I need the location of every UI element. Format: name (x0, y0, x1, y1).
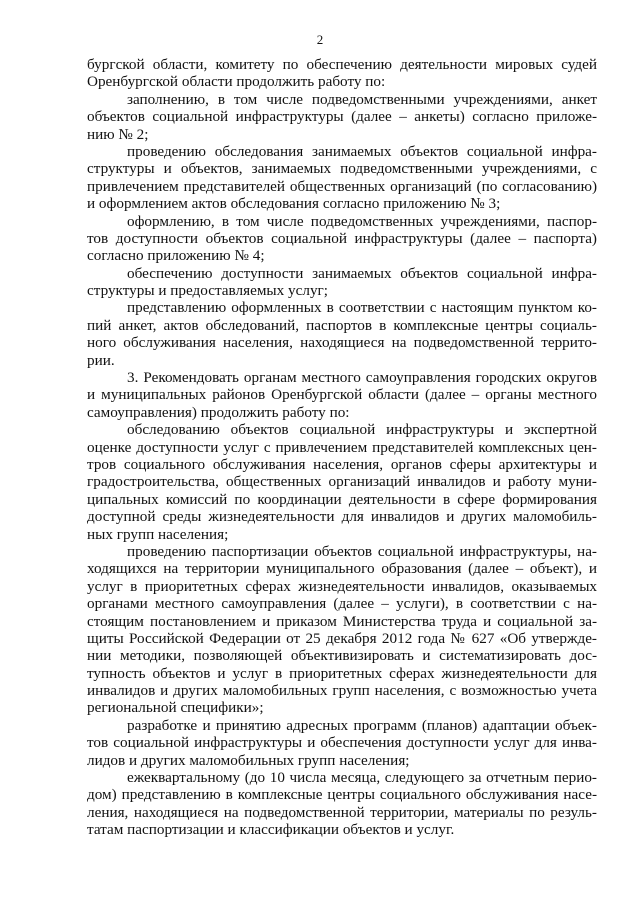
text-line: разработке и принятию адресных программ (планов) адаптации объек- (127, 716, 597, 734)
text-line: стоящим постановлением и приказом Министерства труда и социальной за- (87, 612, 597, 630)
text-line: доступной среды жизнедеятельности для инвалидов и других маломобиль- (87, 508, 597, 526)
text-line: татам паспортизации и классификации объектов и услуг. (87, 821, 455, 839)
page-number: 2 (316, 32, 324, 47)
text-line: нии методики, позволяющей объективизировать и систематизировать дос- (87, 647, 597, 665)
text-line: проведению обследования занимаемых объектов социальной инфра- (127, 142, 597, 160)
text-line: заполнению, в том числе подведомственными учреждениями, анкет (127, 90, 597, 108)
text-line: обеспечению доступности занимаемых объектов социальной инфра- (127, 264, 597, 282)
text-line: тупность объектов и услуг в приоритетных сферах жизнедеятельности для (87, 664, 597, 682)
text-line: тов социальной инфраструктуры и обеспечения доступности услуг для инва- (87, 734, 597, 752)
text-line: самоуправления) продолжить работу по: (87, 403, 350, 421)
text-line: бургской области, комитету по обеспечению деятельности мировых судей (87, 56, 597, 73)
text-line: пий анкет, актов обследований, паспортов в комплексные центры социаль- (87, 316, 597, 334)
text-line: инвалидов и других маломобильных групп населения, с возможностью учета (87, 682, 597, 700)
text-line: оформлению, в том числе подведомственных учреждениями, паспор- (127, 212, 597, 230)
text-line: структуры и объектов, занимаемых подведомственными учреждениями, с (87, 160, 597, 178)
text-line: тров социального обслуживания населения, органов сферы архитектуры и (87, 455, 597, 473)
text-line: ного обслуживания населения, находящиеся на подведомственной террито- (87, 334, 597, 352)
text-line: согласно приложению № 4; (87, 247, 265, 265)
text-line: региональной специфики»; (87, 699, 264, 717)
text-line: ных групп населения; (87, 525, 229, 543)
text-line: услуг в приоритетных сферах жизнедеятельности инвалидов, оказываемых (87, 577, 597, 595)
text-line: привлечением представителей общественных организаций (по согласованию) (87, 177, 597, 195)
text-line: градостроительства, общественных организаций инвалидов и работу муни- (87, 473, 597, 491)
text-line: рии. (87, 351, 115, 369)
text-line: и оформлением актов обследования согласно приложению № 3; (87, 195, 501, 213)
text-line: оценке доступности услуг с привлечением представителей комплексных цен- (87, 438, 597, 456)
text-line: ления, находящиеся на подведомственной территории, материалы по резуль- (87, 803, 597, 821)
text-line: щиты Российской Федерации от 25 декабря 2012 года № 627 «Об утвержде- (87, 629, 597, 647)
text-line: проведению паспортизации объектов социальной инфраструктуры, на- (127, 542, 597, 560)
text-line: ходящихся на территории муниципального образования (далее – объект), и (87, 560, 597, 578)
text-line: дом) представлению в комплексные центры социального обслуживания насе- (87, 786, 597, 804)
text-line: тов доступности объектов социальной инфраструктуры (далее – паспорта) (87, 229, 597, 247)
text-line: структуры и предоставляемых услуг; (87, 282, 328, 300)
text-line: представлению оформленных в соответствии с настоящим пунктом ко- (127, 299, 597, 317)
text-line: Оренбургской области продолжить работу по: (87, 73, 386, 91)
text-line: органами местного самоуправления (далее – услуги), в соответствии с на- (87, 595, 597, 613)
text-line: ежеквартальному (до 10 числа месяца, следующего за отчетным перио- (127, 769, 597, 787)
text-line: обследованию объектов социальной инфраструктуры и экспертной (127, 421, 597, 439)
text-line: объектов социальной инфраструктуры (далее – анкеты) согласно приложе- (87, 108, 597, 126)
text-line: и муниципальных районов Оренбургской области (далее – органы местного (87, 386, 597, 404)
text-line: ципальных комиссий по координации деятельности в сфере формирования (87, 490, 597, 508)
text-line: лидов и других маломобильных групп населения; (87, 751, 410, 769)
document-body (87, 56, 597, 839)
text-line: 3. Рекомендовать органам местного самоуправления городских округов (127, 369, 597, 387)
text-line: нию № 2; (87, 125, 149, 143)
